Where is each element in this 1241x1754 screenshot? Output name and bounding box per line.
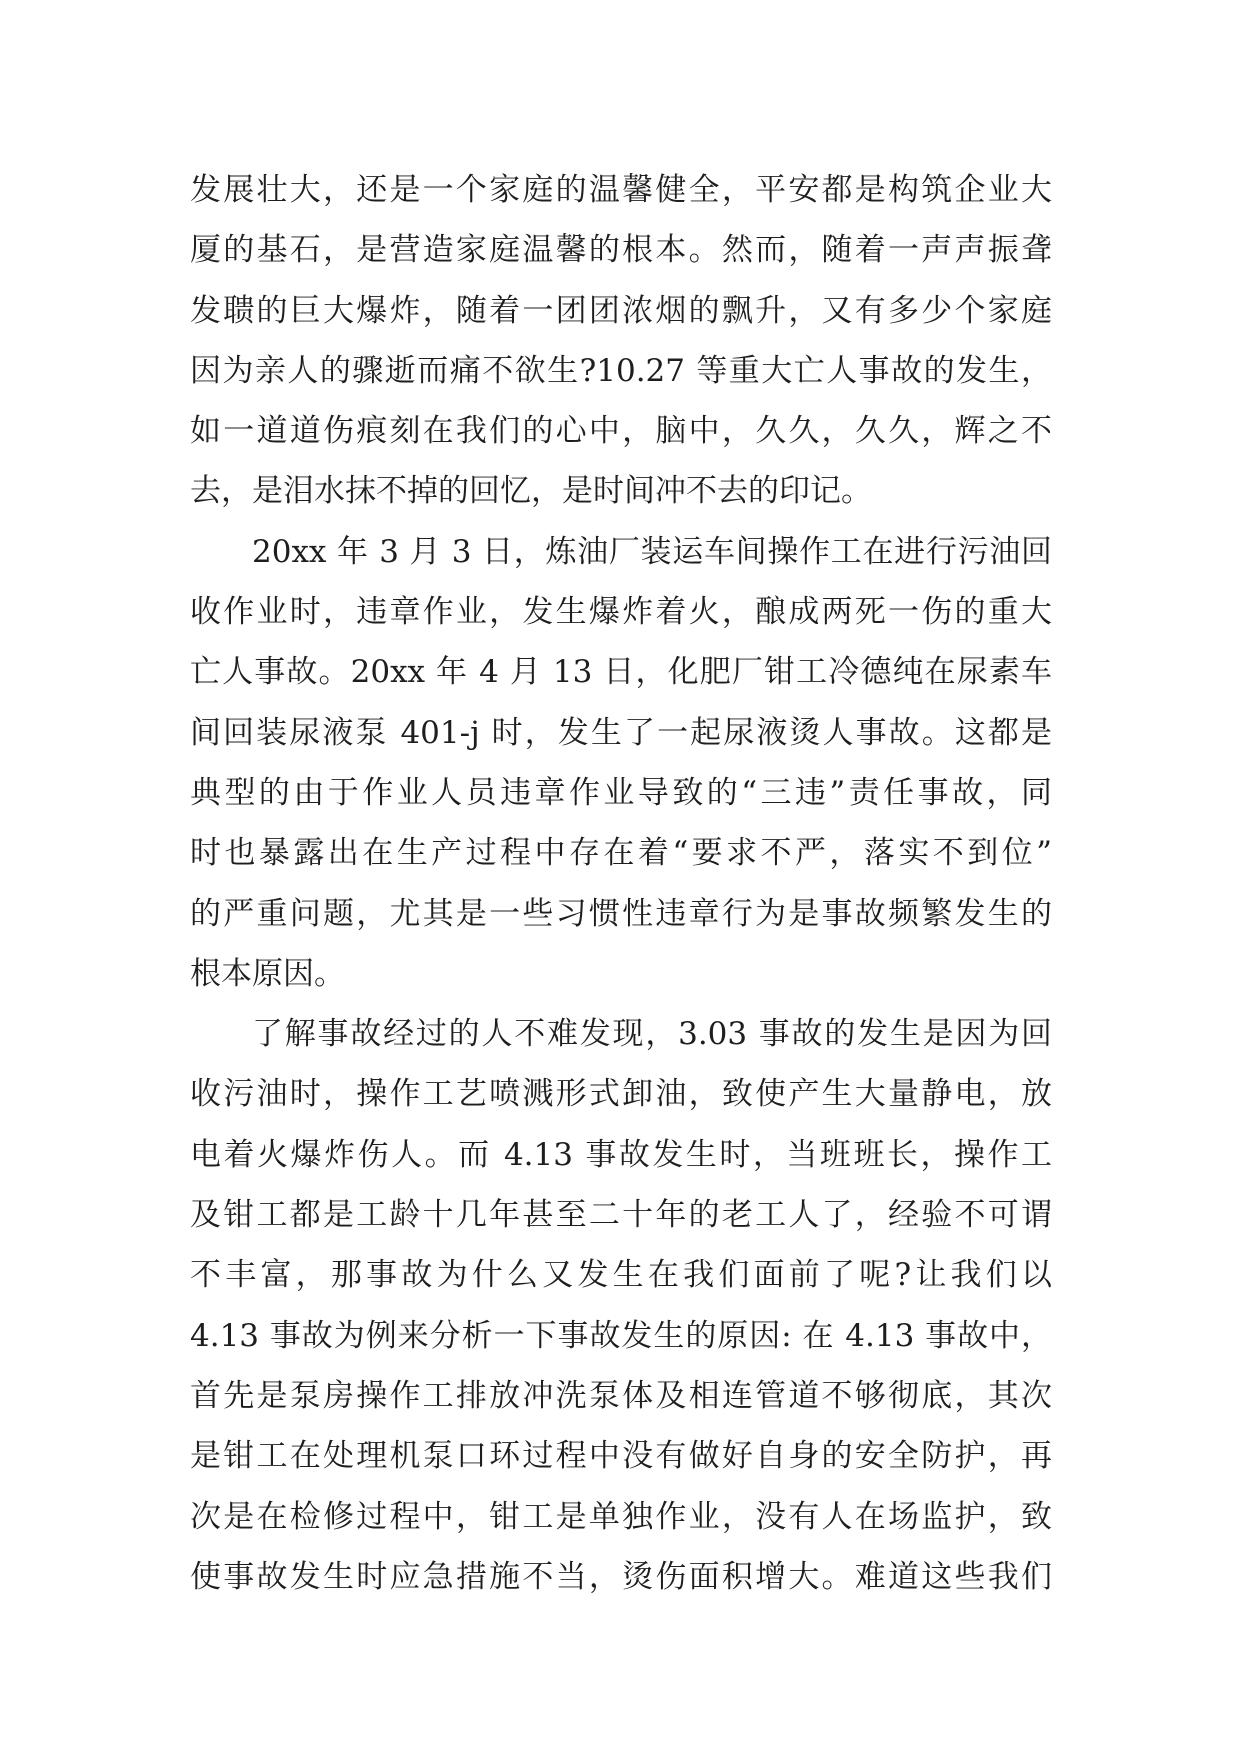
text-line: 首先是泵房操作工排放冲洗泵体及相连管道不够彻底，其次 [190, 1377, 1052, 1414]
text-line: 的严重问题，尤其是一些习惯性违章行为是事故频繁发生的 [190, 895, 1052, 932]
paragraph-2 [190, 522, 1052, 1004]
text-line: 是钳工在处理机泵口环过程中没有做好自身的安全防护，再 [190, 1438, 1052, 1475]
text-line: 及钳工都是工龄十几年甚至二十年的老工人了，经验不可谓 [190, 1197, 1052, 1234]
text-line: 4.13 事故为例来分析一下事故发生的原因: 在 4.13 事故中， [190, 1317, 1052, 1354]
paragraph-1 [190, 160, 1052, 522]
text-line: 典型的由于作业人员违章作业导致的“三违”责任事故，同 [190, 774, 1052, 811]
text-line: 间回装尿液泵 401-j 时，发生了一起尿液烫人事故。这都是 [190, 714, 1052, 751]
text-line: 不丰富，那事故为什么又发生在我们面前了呢?让我们以 [190, 1257, 1052, 1294]
text-line: 了解事故经过的人不难发现，3.03 事故的发生是因为回 [252, 1016, 1052, 1053]
text-line: 电着火爆炸伤人。而 4.13 事故发生时，当班班长，操作工 [190, 1136, 1052, 1173]
text-line: 时也暴露出在生产过程中存在着“要求不严，落实不到位” [190, 835, 1052, 872]
text-line: 厦的基石，是营造家庭温馨的根本。然而，随着一声声振聋 [190, 232, 1052, 269]
text-line: 发展壮大，还是一个家庭的温馨健全，平安都是构筑企业大 [190, 172, 1052, 208]
text-line: 次是在检修过程中，钳工是单独作业，没有人在场监护，致 [190, 1498, 1052, 1535]
text-line: 收作业时，违章作业，发生爆炸着火，酿成两死一伤的重大 [190, 594, 1052, 631]
text-line: 收污油时，操作工艺喷溅形式卸油，致使产生大量静电，放 [190, 1076, 1052, 1113]
text-line: 根本原因。 [190, 955, 345, 992]
text-line: 去，是泪水抹不掉的回忆，是时间冲不去的印记。 [190, 473, 872, 510]
text-line: 因为亲人的骤逝而痛不欲生?10.27 等重大亡人事故的发生， [190, 352, 1052, 389]
text-line: 使事故发生时应急措施不当，烫伤面积增大。难道这些我们 [190, 1558, 1052, 1595]
text-line: 发聩的巨大爆炸，随着一团团浓烟的飘升，又有多少个家庭 [190, 292, 1052, 329]
text-line: 20xx 年 3 月 3 日，炼油厂装运车间操作工在进行污油回 [252, 533, 1052, 570]
text-line: 如一道道伤痕刻在我们的心中，脑中，久久，久久，辉之不 [190, 413, 1052, 450]
document-body [190, 160, 1052, 1607]
paragraph-3 [190, 1004, 1052, 1607]
text-line: 亡人事故。20xx 年 4 月 13 日，化肥厂钳工冷德纯在尿素车 [190, 654, 1052, 691]
